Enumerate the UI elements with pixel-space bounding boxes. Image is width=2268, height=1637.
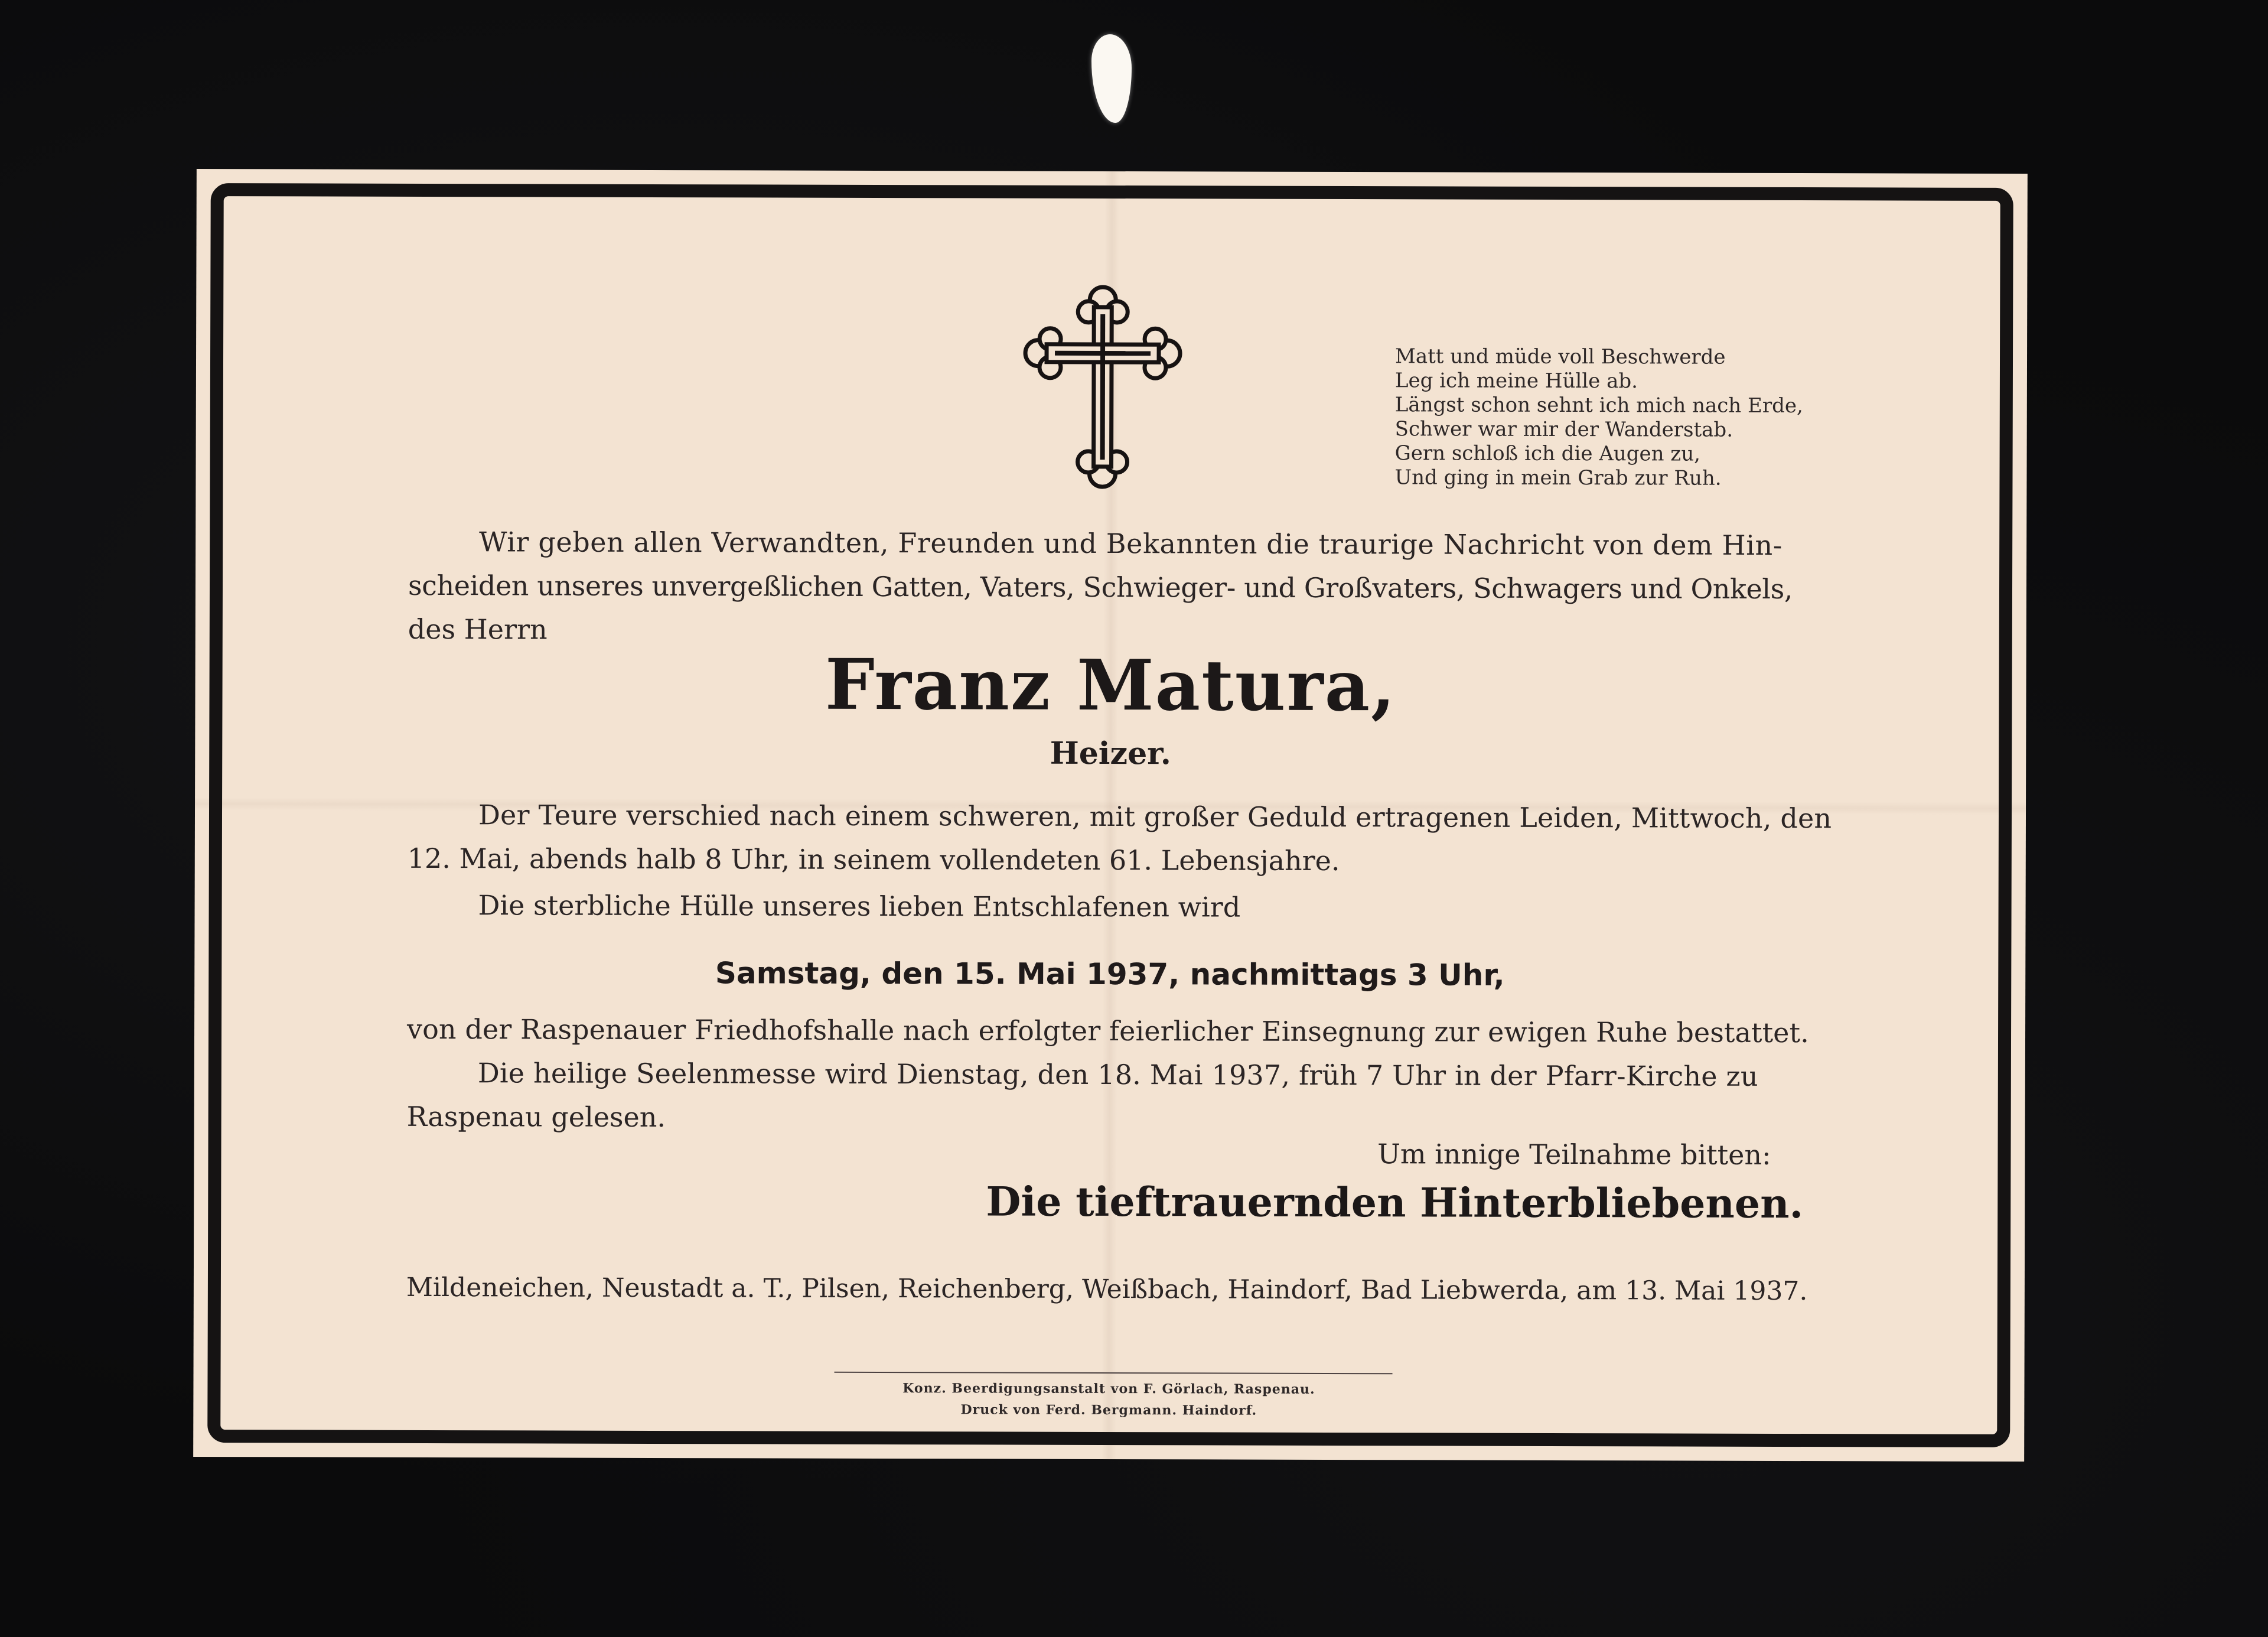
poem-line: Längst schon sehnt ich mich nach Erde, bbox=[1394, 393, 1803, 418]
burial-place: von der Raspenauer Friedhofshalle nach erfolgter feierlicher Einsegnung zur ewigen Ruhe bestattet. bbox=[406, 1013, 1809, 1049]
poem-line: Matt und müde voll Beschwerde bbox=[1394, 344, 1726, 369]
death-line-2: 12. Mai, abends halb 8 Uhr, in seinem vollendeten 61. Lebensjahre. bbox=[407, 842, 1340, 877]
cross-icon bbox=[1022, 278, 1182, 497]
deceased-occupation: Heizer. bbox=[1050, 735, 1172, 772]
footer-printer: Druck von Ferd. Bergmann. Haindorf. bbox=[960, 1402, 1257, 1418]
signatories: Die tieftrauernden Hinterbliebenen. bbox=[986, 1178, 1804, 1228]
footer-undertaker: Konz. Beerdigungsanstalt von F. Görlach, Raspenau. bbox=[902, 1381, 1315, 1397]
poem-line: Und ging in mein Grab zur Ruh. bbox=[1394, 466, 1722, 490]
intro-line-2: scheiden unseres unvergeßlichen Gatten, Vaters, Schwieger- und Großvaters, Schwagers und Onkels, bbox=[408, 569, 1793, 606]
burial-date: Samstag, den 15. Mai 1937, nachmittags 3 Uhr, bbox=[715, 956, 1505, 992]
intro-line-1: Wir geben allen Verwandten, Freunden und Bekannten die traurige Nachricht von dem Hin- bbox=[479, 526, 1783, 561]
mass-line-2: Raspenau gelesen. bbox=[406, 1100, 666, 1134]
mourning-card bbox=[193, 169, 2028, 1462]
death-line-1: Der Teure verschied nach einem schweren, mit großer Geduld ertragenen Leiden, Mittwoch, den bbox=[478, 799, 1832, 835]
deceased-name: Franz Matura, bbox=[825, 643, 1397, 727]
footer-divider bbox=[835, 1372, 1393, 1374]
participation-request: Um innige Teilnahme bitten: bbox=[1377, 1138, 1771, 1171]
card-content bbox=[193, 169, 2028, 1462]
poem bbox=[1394, 344, 1927, 491]
place-and-date: Mildeneichen, Neustadt a. T., Pilsen, Reichenberg, Weißbach, Haindorf, Bad Liebwerda, am 13. Mai 1937. bbox=[406, 1272, 1808, 1307]
poem-line: Schwer war mir der Wanderstab. bbox=[1394, 417, 1733, 442]
mass-line-1: Die heilige Seelenmesse wird Dienstag, den 18. Mai 1937, früh 7 Uhr in der Pfarr-Kirche zu bbox=[477, 1057, 1758, 1092]
intro-line-3: des Herrn bbox=[408, 613, 548, 646]
poem-line: Leg ich meine Hülle ab. bbox=[1394, 369, 1638, 393]
burial-intro: Die sterbliche Hülle unseres lieben Entschlafenen wird bbox=[478, 889, 1241, 923]
poem-line: Gern schloß ich die Augen zu, bbox=[1394, 441, 1701, 466]
